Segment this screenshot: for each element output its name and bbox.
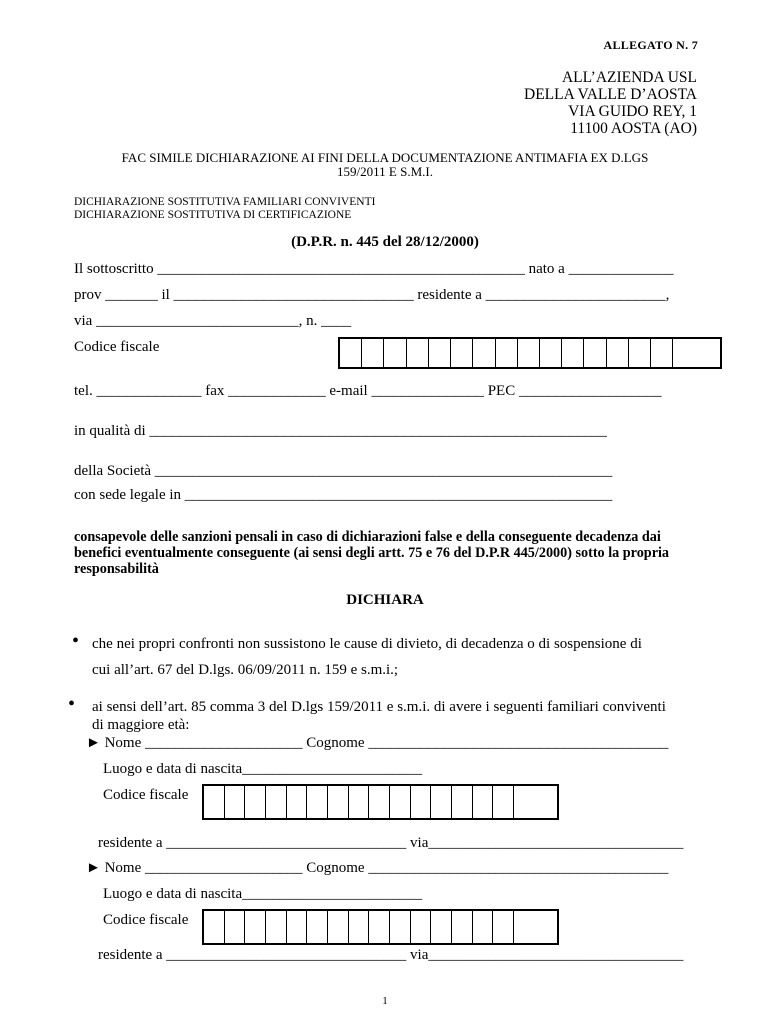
contacts-field[interactable]: tel. ______________ fax _____________ e-mail _______________ PEC ___________________: [74, 383, 662, 399]
codice-fiscale-cell[interactable]: [287, 911, 308, 943]
dpr-reference: (D.P.R. n. 445 del 28/12/2000): [291, 234, 479, 250]
page-number: 1: [382, 995, 388, 1007]
codice-fiscale-cell[interactable]: [362, 339, 384, 367]
familiare-1-codice-boxes[interactable]: [202, 784, 559, 820]
codice-fiscale-cell[interactable]: [411, 911, 432, 943]
codice-fiscale-cell[interactable]: [673, 339, 720, 367]
codice-fiscale-cell[interactable]: [225, 911, 246, 943]
codice-fiscale-cell[interactable]: [245, 911, 266, 943]
codice-fiscale-cell[interactable]: [204, 786, 225, 818]
codice-fiscale-cell[interactable]: [493, 911, 514, 943]
title-line-2: 159/2011 E S.M.I.: [337, 164, 433, 179]
familiare-1-codice-label: Codice fiscale: [103, 787, 189, 803]
codice-fiscale-cell[interactable]: [369, 786, 390, 818]
familiare-1-nome-field[interactable]: ► Nome _____________________ Cognome ________________________________________: [86, 735, 669, 751]
codice-fiscale-label: Codice fiscale: [74, 339, 160, 355]
codice-fiscale-cell[interactable]: [431, 911, 452, 943]
codice-fiscale-cell[interactable]: [287, 786, 308, 818]
codice-fiscale-cell[interactable]: [369, 911, 390, 943]
codice-fiscale-cell[interactable]: [384, 339, 406, 367]
codice-fiscale-cell[interactable]: [328, 911, 349, 943]
codice-fiscale-cell[interactable]: [518, 339, 540, 367]
bullet-1-line-1: che nei propri confronti non sussistono le cause di divieto, di decadenza o di sospensione di: [92, 636, 642, 652]
sede-legale-field[interactable]: con sede legale in _________________________________________________________: [74, 487, 613, 503]
address-line: VIA GUIDO REY, 1: [568, 103, 697, 120]
bullet-icon: •: [68, 693, 76, 715]
codice-fiscale-cell[interactable]: [607, 339, 629, 367]
codice-fiscale-cell[interactable]: [225, 786, 246, 818]
codice-fiscale-cell[interactable]: [514, 786, 557, 818]
prov-field[interactable]: prov _______ il ________________________________ residente a ________________________,: [74, 287, 670, 303]
codice-fiscale-cell[interactable]: [473, 786, 494, 818]
codice-fiscale-cell[interactable]: [349, 786, 370, 818]
codice-fiscale-cell[interactable]: [452, 786, 473, 818]
bullet-2-line-2: di maggiore età:: [92, 717, 190, 733]
codice-fiscale-cell[interactable]: [562, 339, 584, 367]
codice-fiscale-cell[interactable]: [340, 339, 362, 367]
address-line: DELLA VALLE D’AOSTA: [524, 86, 697, 103]
codice-fiscale-cell[interactable]: [266, 911, 287, 943]
codice-fiscale-cell[interactable]: [451, 339, 473, 367]
title-line-1: FAC SIMILE DICHIARAZIONE AI FINI DELLA DOCUMENTAZIONE ANTIMAFIA EX D.LGS: [121, 150, 649, 165]
codice-fiscale-cell[interactable]: [390, 911, 411, 943]
familiare-2-residente-field[interactable]: residente a ________________________________ via__________________________________: [98, 947, 684, 963]
codice-fiscale-cell[interactable]: [245, 786, 266, 818]
codice-fiscale-cell[interactable]: [204, 911, 225, 943]
address-line: 11100 AOSTA (AO): [570, 120, 697, 137]
familiare-2-codice-boxes[interactable]: [202, 909, 559, 945]
subtitle-familiari: DICHIARAZIONE SOSTITUTIVA FAMILIARI CONVIVENTI: [74, 196, 376, 208]
codice-fiscale-cell[interactable]: [429, 339, 451, 367]
via-field[interactable]: via ___________________________, n. ____: [74, 313, 352, 329]
familiare-2-nome-field[interactable]: ► Nome _____________________ Cognome ________________________________________: [86, 860, 669, 876]
codice-fiscale-cell[interactable]: [349, 911, 370, 943]
codice-fiscale-cell[interactable]: [540, 339, 562, 367]
recipient-address: [524, 69, 697, 137]
address-line: ALL’AZIENDA USL: [561, 69, 697, 86]
familiare-2-luogo-field[interactable]: Luogo e data di nascita________________________: [103, 886, 423, 902]
consapevole-paragraph: consapevole delle sanzioni pensali in caso di dichiarazioni false e della conseguente decadenza dai benefici eventualmente conseguente (ai sensi degli artt. 75 e 76 del D.P.R 445/2000) sotto la propria responsabilità: [74, 529, 670, 577]
document-title: [0, 151, 770, 179]
codice-fiscale-cell[interactable]: [493, 786, 514, 818]
codice-fiscale-cell[interactable]: [431, 786, 452, 818]
codice-fiscale-cell[interactable]: [266, 786, 287, 818]
codice-fiscale-cell[interactable]: [473, 911, 494, 943]
codice-fiscale-cell[interactable]: [651, 339, 673, 367]
codice-fiscale-cell[interactable]: [473, 339, 495, 367]
codice-fiscale-cell[interactable]: [307, 786, 328, 818]
codice-fiscale-cell[interactable]: [390, 786, 411, 818]
bullet-2-line-1: ai sensi dell’art. 85 comma 3 del D.lgs 159/2011 e s.m.i. di avere i seguenti familiari conviventi: [92, 699, 666, 715]
subtitle-certificazione: DICHIARAZIONE SOSTITUTIVA DI CERTIFICAZIONE: [74, 209, 352, 221]
codice-fiscale-cell[interactable]: [328, 786, 349, 818]
allegato-label: ALLEGATO N. 7: [603, 38, 698, 52]
codice-fiscale-cell[interactable]: [584, 339, 606, 367]
bullet-icon: •: [72, 630, 80, 652]
sottoscritto-field[interactable]: Il sottoscritto _________________________________________________ nato a ______________: [74, 261, 674, 277]
codice-fiscale-cell[interactable]: [629, 339, 651, 367]
codice-fiscale-cell[interactable]: [452, 911, 473, 943]
bullet-1-line-2: cui all’art. 67 del D.lgs. 06/09/2011 n. 159 e s.m.i.;: [92, 662, 399, 678]
codice-fiscale-cell[interactable]: [411, 786, 432, 818]
qualita-field[interactable]: in qualità di _____________________________________________________________: [74, 423, 607, 439]
codice-fiscale-boxes[interactable]: [338, 337, 722, 369]
familiare-1-luogo-field[interactable]: Luogo e data di nascita________________________: [103, 761, 423, 777]
codice-fiscale-cell[interactable]: [496, 339, 518, 367]
familiare-1-residente-field[interactable]: residente a ________________________________ via__________________________________: [98, 835, 684, 851]
codice-fiscale-cell[interactable]: [307, 911, 328, 943]
societa-field[interactable]: della Società _____________________________________________________________: [74, 463, 613, 479]
codice-fiscale-cell[interactable]: [407, 339, 429, 367]
dichiara-heading: DICHIARA: [346, 592, 424, 608]
codice-fiscale-cell[interactable]: [514, 911, 557, 943]
familiare-2-codice-label: Codice fiscale: [103, 912, 189, 928]
